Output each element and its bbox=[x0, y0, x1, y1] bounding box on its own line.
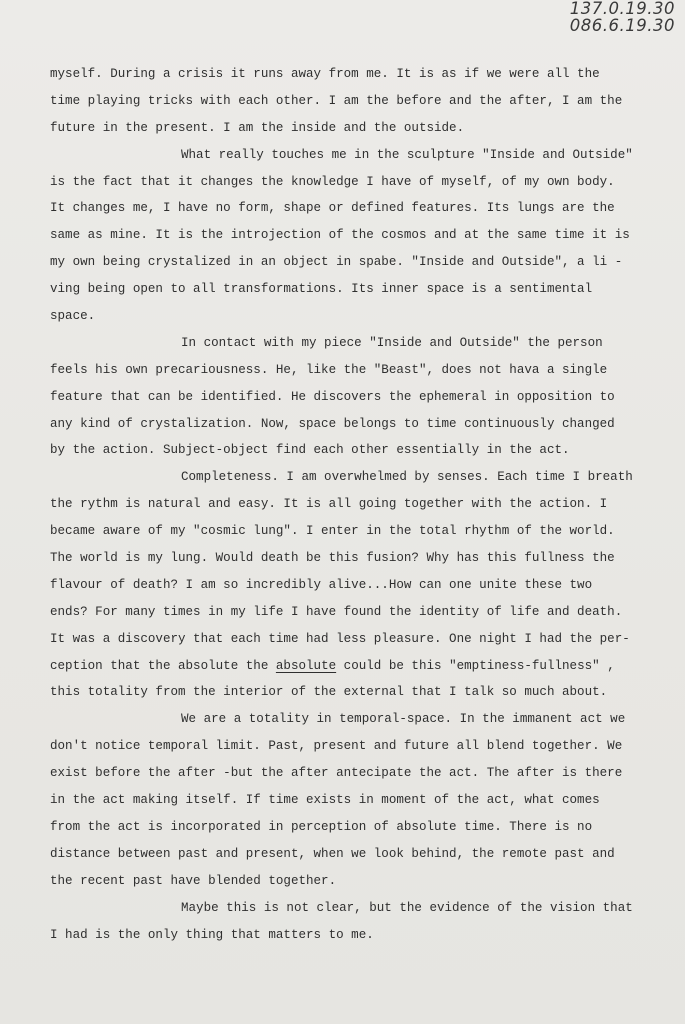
text-line: I had is the only thing that matters to me. bbox=[50, 927, 374, 942]
text-line: myself. During a crisis it runs away from me. It is as if we were all the bbox=[50, 67, 600, 81]
underlined-word: absolute bbox=[275, 658, 337, 673]
text-line: distance between past and present, when we look behind, the remote past and bbox=[50, 846, 615, 861]
archive-reference-stamp bbox=[570, 0, 675, 34]
text-line: space. bbox=[50, 309, 96, 324]
text-line: any kind of crystalization. Now, space belongs to time continuously changed bbox=[50, 416, 615, 431]
text-line: by the action. Subject-object find each other essentially in the act. bbox=[50, 443, 570, 458]
text-line: the recent past have blended together. bbox=[50, 873, 337, 888]
text-line: this totality from the interior of the external that I talk so much about. bbox=[50, 685, 608, 700]
text-line: is the fact that it changes the knowledge I have of myself, of my own body. bbox=[50, 174, 615, 189]
text-line: don't notice temporal limit. Past, present and future all blend together. We bbox=[50, 739, 623, 754]
text-line: future in the present. I am the inside and the outside. bbox=[50, 120, 465, 135]
text-line: It changes me, I have no form, shape or defined features. Its lungs are the bbox=[50, 201, 615, 216]
archive-reference-line: 137.0.19.30 bbox=[569, 0, 675, 18]
text-line: flavour of death? I am so incredibly alive...How can one unite these two bbox=[50, 577, 593, 592]
text-line: Completeness. I am overwhelmed by senses. Each time I breath bbox=[181, 470, 633, 485]
text-line: from the act is incorporated in perception of absolute time. There is no bbox=[50, 819, 593, 834]
text-line: feels his own precariousness. He, like the "Beast", does not hava a single bbox=[50, 362, 608, 377]
text-line: We are a totality in temporal-space. In the immanent act we bbox=[181, 712, 626, 727]
text-line: same as mine. It is the introjection of the cosmos and at the same time it is bbox=[50, 228, 630, 243]
text-line: in the act making itself. If time exists in moment of the act, what comes bbox=[50, 793, 600, 808]
text-line: became aware of my "cosmic lung". I enter in the total rhythm of the world. bbox=[50, 524, 615, 539]
text-line: exist before the after -but the after antecipate the act. The after is there bbox=[50, 766, 623, 781]
text-line: my own being crystalized in an object in spabe. "Inside and Outside", a li - bbox=[50, 255, 623, 270]
text-line: the rythm is natural and easy. It is all going together with the action. I bbox=[50, 497, 608, 512]
text-line: time playing tricks with each other. I am the before and the after, I am the bbox=[50, 93, 623, 108]
text-line: ception that the absolute the absolute could be this "emptiness-fullness" , bbox=[50, 658, 615, 673]
text-line: In contact with my piece "Inside and Outside" the person bbox=[181, 335, 603, 350]
text-line: ends? For many times in my life I have found the identity of life and death. bbox=[50, 604, 623, 619]
text-line: ving being open to all transformations. Its inner space is a sentimental bbox=[50, 282, 593, 297]
text-line: It was a discovery that each time had less pleasure. One night I had the per- bbox=[50, 631, 630, 646]
typed-body-text bbox=[50, 61, 650, 948]
text-line: The world is my lung. Would death be this fusion? Why has this fullness the bbox=[50, 551, 615, 566]
text-line: What really touches me in the sculpture "Inside and Outside" bbox=[181, 147, 633, 162]
archive-reference-line: 086.6.19.30 bbox=[569, 16, 675, 35]
text-line: feature that can be identified. He discovers the ephemeral in opposition to bbox=[50, 389, 615, 404]
text-line: Maybe this is not clear, but the evidence of the vision that bbox=[181, 900, 633, 915]
